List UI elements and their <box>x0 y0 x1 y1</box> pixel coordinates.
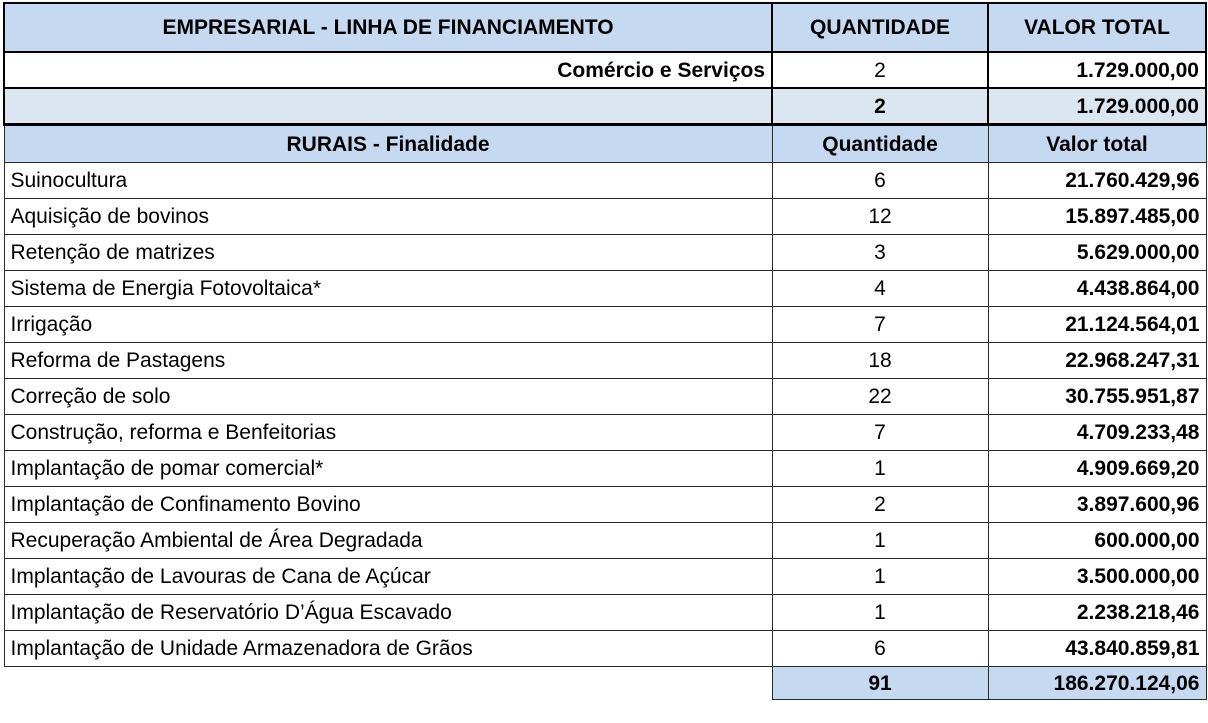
rurais-row <box>4 271 1206 307</box>
rurais-row-qty: 6 <box>772 631 988 667</box>
rurais-row-qty: 3 <box>772 235 988 271</box>
rurais-row-qty: 6 <box>772 163 988 199</box>
rurais-row-label: Sistema de Energia Fotovoltaica* <box>4 271 772 307</box>
rurais-row-qty: 22 <box>772 379 988 415</box>
rurais-row-qty: 4 <box>772 271 988 307</box>
empresarial-total-value: 1.729.000,00 <box>988 88 1206 125</box>
rurais-row-label: Construção, reforma e Benfeitorias <box>4 415 772 451</box>
rurais-total-row <box>4 667 1206 700</box>
empresarial-total-row <box>4 88 1206 125</box>
rurais-row-value: 600.000,00 <box>988 523 1206 559</box>
rurais-total-value: 186.270.124,06 <box>988 667 1206 700</box>
rurais-row-value: 5.629.000,00 <box>988 235 1206 271</box>
empresarial-total-qty: 2 <box>772 88 988 125</box>
rurais-row-label: Implantação de pomar comercial* <box>4 451 772 487</box>
rurais-row <box>4 523 1206 559</box>
rurais-header-quantidade: Quantidade <box>772 125 988 163</box>
rurais-row-value: 4.438.864,00 <box>988 271 1206 307</box>
rurais-row-value: 30.755.951,87 <box>988 379 1206 415</box>
rurais-row <box>4 163 1206 199</box>
rurais-row-label: Irrigação <box>4 307 772 343</box>
rurais-rows <box>4 163 1206 667</box>
rurais-row-label: Implantação de Lavouras de Cana de Açúcar <box>4 559 772 595</box>
rurais-row <box>4 379 1206 415</box>
empresarial-header-valor: VALOR TOTAL <box>988 3 1206 52</box>
rurais-row-label: Retenção de matrizes <box>4 235 772 271</box>
rurais-row-value: 21.760.429,96 <box>988 163 1206 199</box>
empresarial-header-row <box>4 3 1206 52</box>
rurais-row <box>4 451 1206 487</box>
rurais-row-value: 21.124.564,01 <box>988 307 1206 343</box>
rurais-row-value: 43.840.859,81 <box>988 631 1206 667</box>
rurais-header-finalidade: RURAIS - Finalidade <box>4 125 772 163</box>
rurais-row-label: Reforma de Pastagens <box>4 343 772 379</box>
empresarial-total-label <box>4 88 772 125</box>
empresarial-header-linha: EMPRESARIAL - LINHA DE FINANCIAMENTO <box>4 3 772 52</box>
rurais-row-qty: 1 <box>772 451 988 487</box>
rurais-row-value: 15.897.485,00 <box>988 199 1206 235</box>
rurais-row-label: Suinocultura <box>4 163 772 199</box>
rurais-row <box>4 487 1206 523</box>
rurais-row-label: Recuperação Ambiental de Área Degradada <box>4 523 772 559</box>
rurais-row-label: Implantação de Reservatório D’Água Escavado <box>4 595 772 631</box>
rurais-total-label <box>4 667 772 700</box>
rurais-row-qty: 12 <box>772 199 988 235</box>
empresarial-row-qty: 2 <box>772 52 988 88</box>
rurais-row-label: Implantação de Unidade Armazenadora de Grãos <box>4 631 772 667</box>
rurais-row <box>4 595 1206 631</box>
empresarial-row-label: Comércio e Serviços <box>4 52 772 88</box>
rurais-row <box>4 307 1206 343</box>
rurais-header-valor: Valor total <box>988 125 1206 163</box>
rurais-row-value: 4.909.669,20 <box>988 451 1206 487</box>
rurais-row <box>4 343 1206 379</box>
rurais-header-row <box>4 125 1206 163</box>
rurais-row-value: 2.238.218,46 <box>988 595 1206 631</box>
rurais-row-qty: 7 <box>772 415 988 451</box>
rurais-row-value: 22.968.247,31 <box>988 343 1206 379</box>
rurais-row-qty: 1 <box>772 559 988 595</box>
rurais-row-qty: 18 <box>772 343 988 379</box>
rurais-row-qty: 1 <box>772 595 988 631</box>
rurais-row-value: 3.500.000,00 <box>988 559 1206 595</box>
rurais-row-qty: 2 <box>772 487 988 523</box>
rurais-row <box>4 415 1206 451</box>
rurais-row-value: 3.897.600,96 <box>988 487 1206 523</box>
empresarial-header-quantidade: QUANTIDADE <box>772 3 988 52</box>
rurais-total-qty: 91 <box>772 667 988 700</box>
empresarial-row-value: 1.729.000,00 <box>988 52 1206 88</box>
rurais-row-qty: 7 <box>772 307 988 343</box>
rurais-row-label: Implantação de Confinamento Bovino <box>4 487 772 523</box>
rurais-row-label: Correção de solo <box>4 379 772 415</box>
financing-table <box>3 2 1207 700</box>
rurais-row <box>4 235 1206 271</box>
rurais-row-qty: 1 <box>772 523 988 559</box>
empresarial-row <box>4 52 1206 88</box>
rurais-row <box>4 199 1206 235</box>
rurais-row <box>4 559 1206 595</box>
rurais-row-label: Aquisição de bovinos <box>4 199 772 235</box>
rurais-row <box>4 631 1206 667</box>
rurais-row-value: 4.709.233,48 <box>988 415 1206 451</box>
